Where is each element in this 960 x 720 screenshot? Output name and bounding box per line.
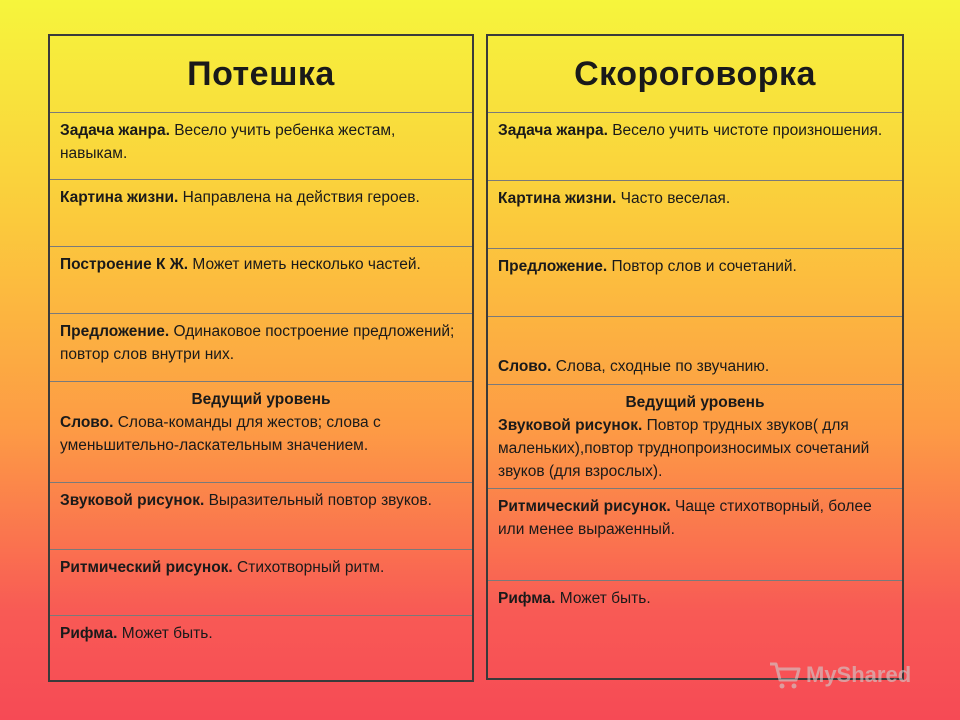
row-key: Ритмический рисунок. (498, 498, 671, 515)
table-row (50, 482, 472, 549)
table-row (488, 180, 902, 248)
row-key: Предложение. (60, 323, 170, 340)
table-row (488, 248, 902, 316)
table-title: Потешка (187, 54, 335, 93)
row-key: Картина жизни. (60, 189, 179, 206)
row-text: Повтор слов и сочетаний. (607, 258, 797, 275)
table-poteshka (48, 34, 474, 682)
table-row (50, 112, 472, 179)
table-row (488, 384, 902, 488)
row-key: Задача жанра. (498, 122, 608, 139)
table-row (50, 313, 472, 381)
cart-icon (768, 660, 802, 690)
row-key: Задача жанра. (60, 122, 170, 139)
row-text: Стихотворный ритм. (232, 559, 385, 576)
row-text: Весело учить чистоте произношения. (607, 122, 883, 139)
table-skorogovorka (486, 34, 904, 680)
row-text: Повтор трудных звуков( для маленьких),повтор труднопроизносимых сочетаний звуков (для взрослых). (498, 417, 870, 480)
table-row (50, 246, 472, 313)
table-row (488, 488, 902, 580)
watermark (768, 660, 911, 690)
row-key: Построение К Ж. (60, 256, 189, 273)
row-key: Звуковой рисунок. (498, 417, 643, 434)
table-row (50, 179, 472, 246)
row-text: Направлена на действия героев. (178, 189, 420, 206)
row-key: Слово. (60, 414, 114, 431)
table-row (488, 316, 902, 384)
row-text: Слова-команды для жестов; слова с уменьшительно-ласкательным значением. (60, 414, 381, 454)
table-title: Скороговорка (574, 54, 816, 93)
row-text: Весело учить ребенка жестам, навыкам. (60, 122, 396, 162)
row-text: Одинаковое построение предложений; повтор слов внутри них. (60, 323, 455, 363)
row-key: Картина жизни. (498, 190, 617, 207)
row-key: Рифма. (498, 590, 556, 607)
row-text: Может быть. (117, 625, 213, 642)
table-row (50, 381, 472, 482)
row-text: Может иметь несколько частей. (188, 256, 421, 273)
row-heading: Ведущий уровень (625, 394, 765, 411)
row-key: Ритмический рисунок. (60, 559, 233, 576)
row-key: Предложение. (498, 258, 608, 275)
row-heading: Ведущий уровень (191, 391, 331, 408)
row-key: Слово. (498, 358, 552, 375)
row-key: Рифма. (60, 625, 118, 642)
row-key: Звуковой рисунок. (60, 492, 205, 509)
watermark-text: MyShared (806, 662, 912, 687)
row-text: Может быть. (555, 590, 651, 607)
table-row (50, 615, 472, 680)
table-row (50, 549, 472, 615)
row-text: Часто веселая. (616, 190, 731, 207)
row-text: Выразительный повтор звуков. (204, 492, 432, 509)
row-text: Слова, сходные по звучанию. (551, 358, 770, 375)
table-row (488, 112, 902, 180)
row-text: Чаще стихотворный, более или менее выраженный. (498, 498, 872, 538)
